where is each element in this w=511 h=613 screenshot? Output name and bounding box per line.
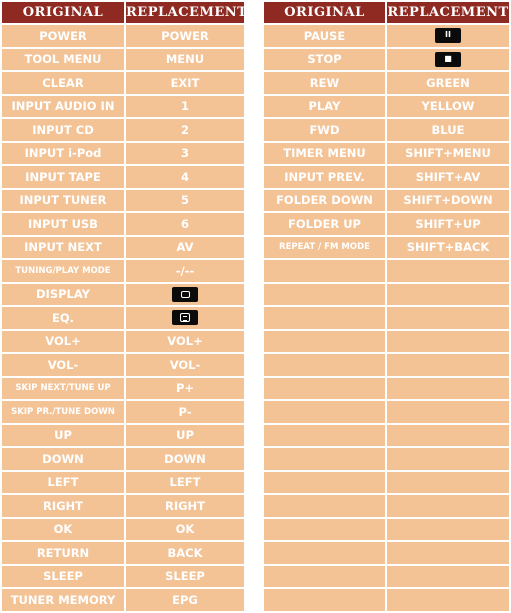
- replacement-cell: DOWN: [126, 448, 244, 470]
- replacement-cell: -/--: [126, 260, 244, 282]
- table-row: [264, 448, 509, 470]
- original-cell: TOOL MENU: [2, 49, 124, 71]
- table-row: [264, 284, 509, 306]
- original-cell: STOP: [264, 49, 385, 71]
- table-row: [264, 519, 509, 541]
- original-cell: UP: [2, 425, 124, 447]
- replacement-cell: [387, 519, 509, 541]
- original-cell: SKIP PR./TUNE DOWN: [2, 401, 124, 423]
- original-cell: INPUT NEXT: [2, 237, 124, 259]
- replacement-cell: [387, 401, 509, 423]
- replacement-cell: AV: [126, 237, 244, 259]
- table-row: [2, 519, 244, 541]
- original-cell: [264, 566, 385, 588]
- table-row: [264, 96, 509, 118]
- table-row: [2, 566, 244, 588]
- left-mapping-table: [0, 0, 246, 613]
- display-key-icon: [172, 287, 198, 302]
- replacement-cell: P+: [126, 378, 244, 400]
- replacement-header: REPLACEMENT: [387, 2, 509, 23]
- table-row: [2, 213, 244, 235]
- key-icon-glyph: ■: [444, 53, 452, 63]
- replacement-cell: [387, 284, 509, 306]
- header-row: [2, 2, 244, 23]
- original-cell: [264, 284, 385, 306]
- table-row: [264, 260, 509, 282]
- table-row: [2, 119, 244, 141]
- original-cell: INPUT i-Pod: [2, 143, 124, 165]
- table-row: [2, 472, 244, 494]
- table-row: [264, 237, 509, 259]
- replacement-cell: [387, 307, 509, 329]
- replacement-cell: MENU: [126, 49, 244, 71]
- replacement-cell: VOL+: [126, 331, 244, 353]
- stop-key-icon: [435, 52, 461, 67]
- subtitle-key-icon: [172, 310, 198, 325]
- table-row: [2, 190, 244, 212]
- original-header: ORIGINAL: [2, 2, 124, 23]
- original-cell: SLEEP: [2, 566, 124, 588]
- original-cell: TUNING/PLAY MODE: [2, 260, 124, 282]
- right-mapping-table: [262, 0, 511, 613]
- table-row: [2, 284, 244, 306]
- original-cell: PLAY: [264, 96, 385, 118]
- table-row: [2, 260, 244, 282]
- table-row: [2, 448, 244, 470]
- original-cell: FOLDER UP: [264, 213, 385, 235]
- replacement-cell: [387, 49, 509, 71]
- replacement-cell: [387, 260, 509, 282]
- replacement-cell: POWER: [126, 25, 244, 47]
- replacement-cell: [126, 307, 244, 329]
- original-cell: RIGHT: [2, 495, 124, 517]
- replacement-cell: 2: [126, 119, 244, 141]
- original-cell: [264, 378, 385, 400]
- replacement-cell: SHIFT+UP: [387, 213, 509, 235]
- replacement-header: REPLACEMENT: [126, 2, 244, 23]
- original-cell: [264, 589, 385, 611]
- original-cell: RETURN: [2, 542, 124, 564]
- replacement-cell: VOL-: [126, 354, 244, 376]
- replacement-cell: EPG: [126, 589, 244, 611]
- table-row: [264, 425, 509, 447]
- table-row: [2, 589, 244, 611]
- table-row: [264, 119, 509, 141]
- replacement-cell: 6: [126, 213, 244, 235]
- replacement-cell: OK: [126, 519, 244, 541]
- table-row: [264, 472, 509, 494]
- table-row: [2, 378, 244, 400]
- table-row: [2, 166, 244, 188]
- replacement-cell: 1: [126, 96, 244, 118]
- table-row: [2, 307, 244, 329]
- replacement-cell: [387, 25, 509, 47]
- table-row: [2, 401, 244, 423]
- replacement-cell: [387, 425, 509, 447]
- table-row: [2, 72, 244, 94]
- replacement-cell: RIGHT: [126, 495, 244, 517]
- original-cell: [264, 495, 385, 517]
- table-row: [264, 307, 509, 329]
- original-cell: FOLDER DOWN: [264, 190, 385, 212]
- replacement-cell: 4: [126, 166, 244, 188]
- replacement-cell: EXIT: [126, 72, 244, 94]
- table-row: [264, 354, 509, 376]
- table-row: [264, 213, 509, 235]
- replacement-cell: UP: [126, 425, 244, 447]
- table-row: [264, 190, 509, 212]
- original-cell: [264, 542, 385, 564]
- table-row: [264, 143, 509, 165]
- replacement-cell: [387, 354, 509, 376]
- table-row: [264, 49, 509, 71]
- replacement-cell: LEFT: [126, 472, 244, 494]
- table-row: [2, 331, 244, 353]
- original-cell: CLEAR: [2, 72, 124, 94]
- replacement-cell: YELLOW: [387, 96, 509, 118]
- original-cell: [264, 401, 385, 423]
- replacement-cell: [387, 542, 509, 564]
- table-row: [264, 566, 509, 588]
- original-cell: INPUT TAPE: [2, 166, 124, 188]
- original-cell: INPUT TUNER: [2, 190, 124, 212]
- original-cell: TUNER MEMORY: [2, 589, 124, 611]
- original-cell: INPUT AUDIO IN: [2, 96, 124, 118]
- original-cell: OK: [2, 519, 124, 541]
- table-row: [264, 495, 509, 517]
- table-row: [264, 589, 509, 611]
- table-row: [2, 143, 244, 165]
- pause-key-icon: [435, 28, 461, 43]
- table-row: [2, 49, 244, 71]
- original-cell: INPUT USB: [2, 213, 124, 235]
- replacement-cell: [387, 472, 509, 494]
- replacement-cell: BACK: [126, 542, 244, 564]
- replacement-cell: SHIFT+MENU: [387, 143, 509, 165]
- original-cell: DISPLAY: [2, 284, 124, 306]
- replacement-cell: [387, 566, 509, 588]
- original-cell: REPEAT / FM MODE: [264, 237, 385, 259]
- original-cell: INPUT CD: [2, 119, 124, 141]
- original-cell: REW: [264, 72, 385, 94]
- original-cell: [264, 260, 385, 282]
- original-cell: VOL+: [2, 331, 124, 353]
- replacement-cell: [387, 589, 509, 611]
- original-cell: DOWN: [2, 448, 124, 470]
- original-cell: [264, 307, 385, 329]
- header-row: [264, 2, 509, 23]
- key-icon-glyph: II: [445, 30, 451, 40]
- replacement-cell: [387, 495, 509, 517]
- replacement-cell: SHIFT+DOWN: [387, 190, 509, 212]
- table-row: [264, 401, 509, 423]
- original-cell: LEFT: [2, 472, 124, 494]
- original-cell: FWD: [264, 119, 385, 141]
- table-row: [2, 425, 244, 447]
- original-cell: [264, 519, 385, 541]
- original-cell: TIMER MENU: [264, 143, 385, 165]
- original-cell: VOL-: [2, 354, 124, 376]
- replacement-cell: SHIFT+BACK: [387, 237, 509, 259]
- table-row: [264, 378, 509, 400]
- replacement-cell: GREEN: [387, 72, 509, 94]
- original-cell: [264, 448, 385, 470]
- table-row: [2, 25, 244, 47]
- original-cell: [264, 354, 385, 376]
- table-row: [2, 96, 244, 118]
- replacement-cell: [387, 448, 509, 470]
- table-row: [264, 331, 509, 353]
- table-row: [2, 237, 244, 259]
- original-cell: [264, 472, 385, 494]
- table-row: [2, 354, 244, 376]
- replacement-cell: P-: [126, 401, 244, 423]
- replacement-cell: SLEEP: [126, 566, 244, 588]
- replacement-cell: BLUE: [387, 119, 509, 141]
- table-row: [2, 495, 244, 517]
- table-row: [2, 542, 244, 564]
- original-cell: INPUT PREV.: [264, 166, 385, 188]
- table-row: [264, 25, 509, 47]
- original-cell: EQ.: [2, 307, 124, 329]
- original-cell: [264, 331, 385, 353]
- replacement-cell: 5: [126, 190, 244, 212]
- replacement-cell: [387, 331, 509, 353]
- table-row: [264, 166, 509, 188]
- original-cell: PAUSE: [264, 25, 385, 47]
- original-cell: [264, 425, 385, 447]
- original-header: ORIGINAL: [264, 2, 385, 23]
- table-row: [264, 72, 509, 94]
- replacement-cell: 3: [126, 143, 244, 165]
- original-cell: POWER: [2, 25, 124, 47]
- replacement-cell: SHIFT+AV: [387, 166, 509, 188]
- replacement-cell: [387, 378, 509, 400]
- table-row: [264, 542, 509, 564]
- original-cell: SKIP NEXT/TUNE UP: [2, 378, 124, 400]
- replacement-cell: [126, 284, 244, 306]
